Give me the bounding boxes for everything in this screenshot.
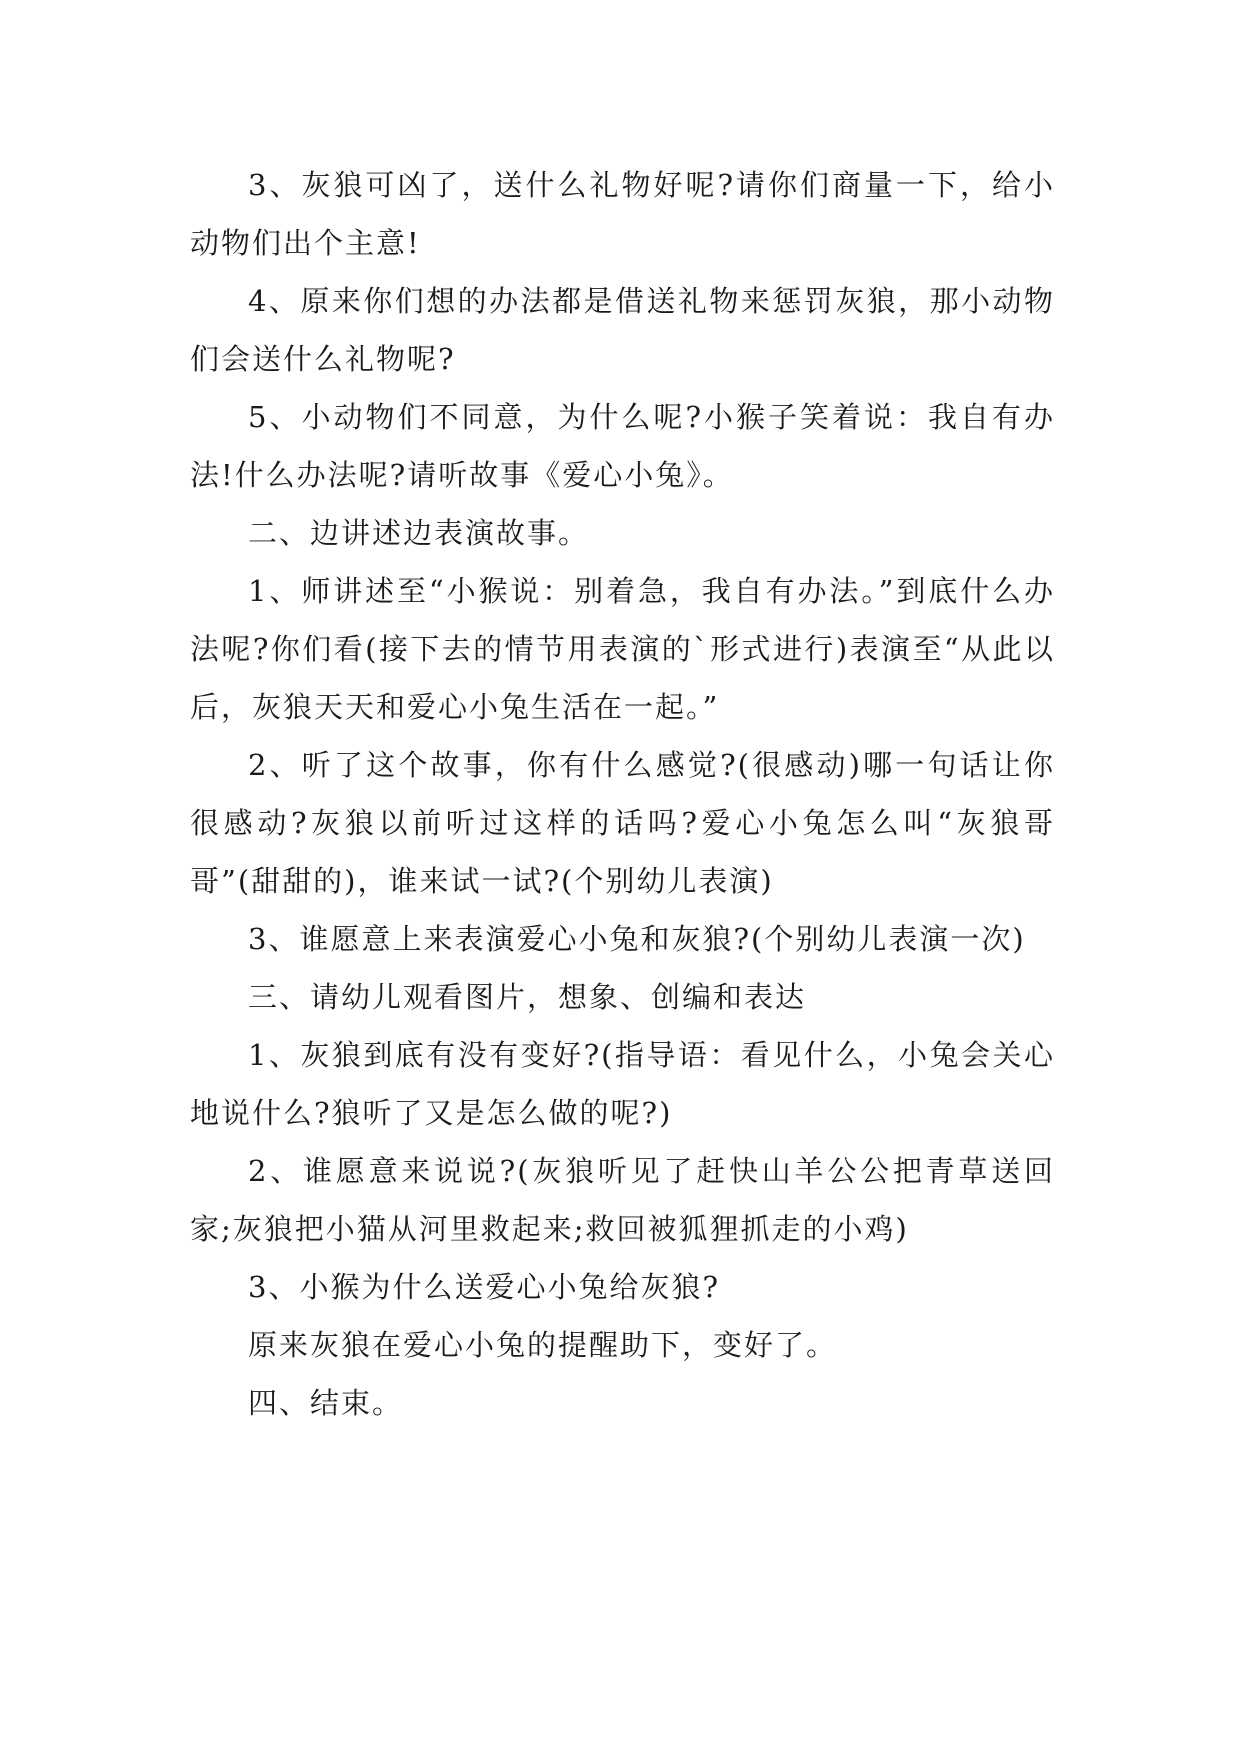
paragraph-picture-1: 1、灰狼到底有没有变好?(指导语：看见什么，小兔会关心地说什么?狼听了又是怎么做的呢?) bbox=[190, 1038, 1055, 1130]
section-heading-2: 二、边讲述边表演故事。 bbox=[248, 516, 590, 550]
paragraph-conclusion: 原来灰狼在爱心小兔的提醒助下，变好了。 bbox=[248, 1328, 838, 1362]
paragraph-story-1: 1、师讲述至“小猴说：别着急，我自有办法。”到底什么办法呢?你们看(接下去的情节用表演的`形式进行)表演至“从此以后，灰狼天天和爱心小兔生活在一起。” bbox=[190, 574, 1055, 724]
paragraph-story-3: 3、谁愿意上来表演爱心小兔和灰狼?(个别幼儿表演一次) bbox=[248, 922, 1026, 956]
paragraph-picture-3: 3、小猴为什么送爱心小兔给灰狼? bbox=[248, 1270, 720, 1304]
paragraph-step-3-gift: 3、灰狼可凶了，送什么礼物好呢?请你们商量一下，给小动物们出个主意! bbox=[190, 168, 1055, 260]
paragraph-story-2: 2、听了这个故事，你有什么感觉?(很感动)哪一句话让你很感动?灰狼以前听过这样的话吗?爱心小兔怎么叫“灰狼哥哥”(甜甜的)，谁来试一试?(个别幼儿表演) bbox=[190, 748, 1055, 898]
section-heading-4: 四、结束。 bbox=[248, 1386, 404, 1420]
section-heading-3: 三、请幼儿观看图片，想象、创编和表达 bbox=[248, 980, 807, 1014]
paragraph-picture-2: 2、谁愿意来说说?(灰狼听见了赶快山羊公公把青草送回家;灰狼把小猫从河里救起来;救回被狐狸抓走的小鸡) bbox=[190, 1154, 1055, 1246]
document-body bbox=[190, 156, 1055, 1432]
paragraph-step-5-monkey: 5、小动物们不同意，为什么呢?小猴子笑着说：我自有办法!什么办法呢?请听故事《爱心小兔》。 bbox=[190, 400, 1055, 492]
paragraph-step-4-punish: 4、原来你们想的办法都是借送礼物来惩罚灰狼，那小动物们会送什么礼物呢? bbox=[190, 284, 1055, 376]
